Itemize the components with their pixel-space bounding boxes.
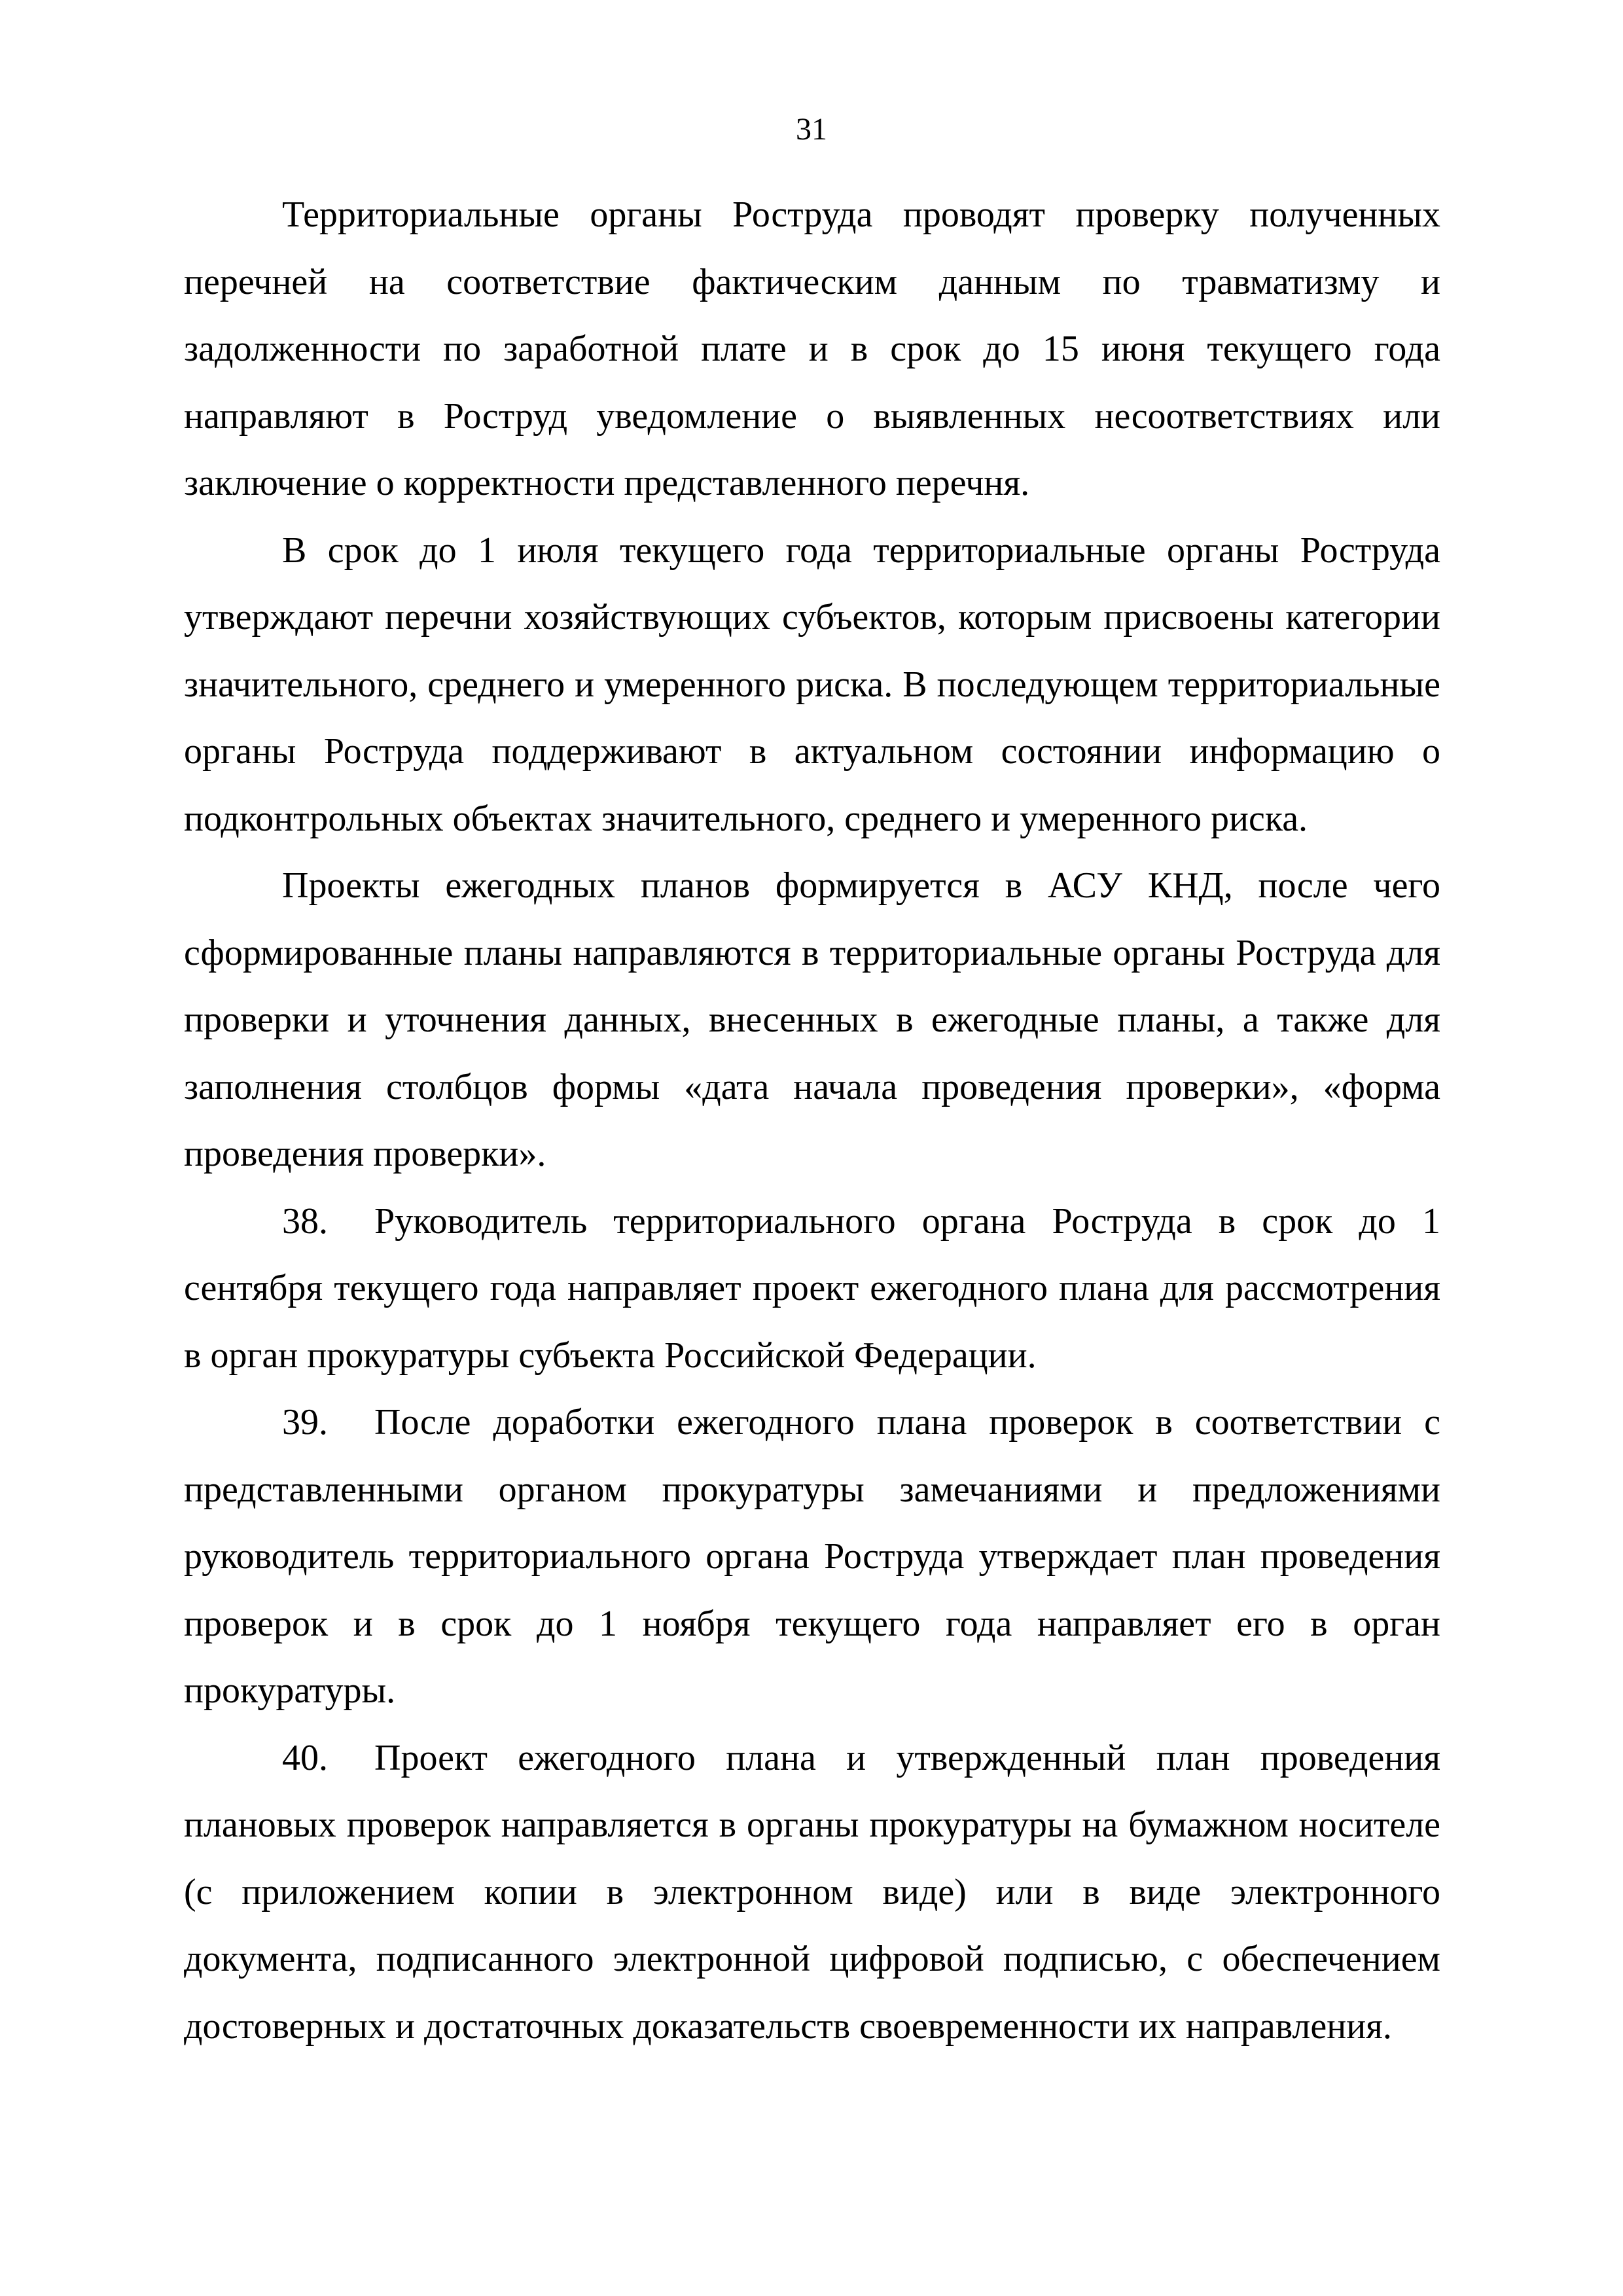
paragraph-territorial-check <box>184 181 1440 517</box>
clause-text: Руководитель территориального органа Роструда в срок до 1 сентября текущего года направляет проект ежегодного плана для рассмотрения в орган прокуратуры субъекта Российской Федерации. <box>184 1200 1440 1376</box>
paragraph-annual-plans <box>184 852 1440 1188</box>
clause-number: 38. <box>282 1200 328 1242</box>
clause-text: Проект ежегодного плана и утвержденный план проведения плановых проверок направляется в органы прокуратуры на бумажном носителе (с приложением копии в электронном виде) или в виде электронного документа, подписанного электронной цифровой подписью, с обеспечением достоверных и достаточных доказательств своевременности их направления. <box>184 1737 1440 2047</box>
clause-40 <box>184 1725 1440 2060</box>
paragraph-text: Территориальные органы Роструда проводят проверку полученных перечней на соответствие фактическим данным по травматизму и задолженности по заработной плате и в срок до 15 июня текущего года направляют в Роструд уведомление о выявленных несоответствиях или заключение о корректности представленного перечня. <box>184 194 1440 503</box>
clause-number: 40. <box>282 1737 328 1778</box>
document-body <box>184 181 1440 2060</box>
page-number: 31 <box>796 112 827 147</box>
clause-text: После доработки ежегодного плана проверок в соответствии с представленными органом прокуратуры замечаниями и предложениями руководитель территориального органа Роструда утверждает план проведения проверок и в срок до 1 ноября текущего года направляет его в орган прокуратуры. <box>184 1402 1440 1711</box>
clause-number: 39. <box>282 1402 328 1443</box>
paragraph-text: В срок до 1 июля текущего года территориальные органы Роструда утверждают перечни хозяйствующих субъектов, которым присвоены категории значительного, среднего и умеренного риска. В последующем территориальные органы Роструда поддерживают в актуальном состоянии информацию о подконтрольных объектах значительного, среднего и умеренного риска. <box>184 529 1440 839</box>
clause-38 <box>184 1188 1440 1390</box>
paragraph-july-lists <box>184 517 1440 853</box>
paragraph-text: Проекты ежегодных планов формируется в АСУ КНД, после чего сформированные планы направляются в территориальные органы Роструда для проверки и уточнения данных, внесенных в ежегодные планы, а также для заполнения столбцов формы «дата начала проведения проверки», «форма проведения проверки». <box>184 865 1440 1174</box>
clause-39 <box>184 1389 1440 1725</box>
